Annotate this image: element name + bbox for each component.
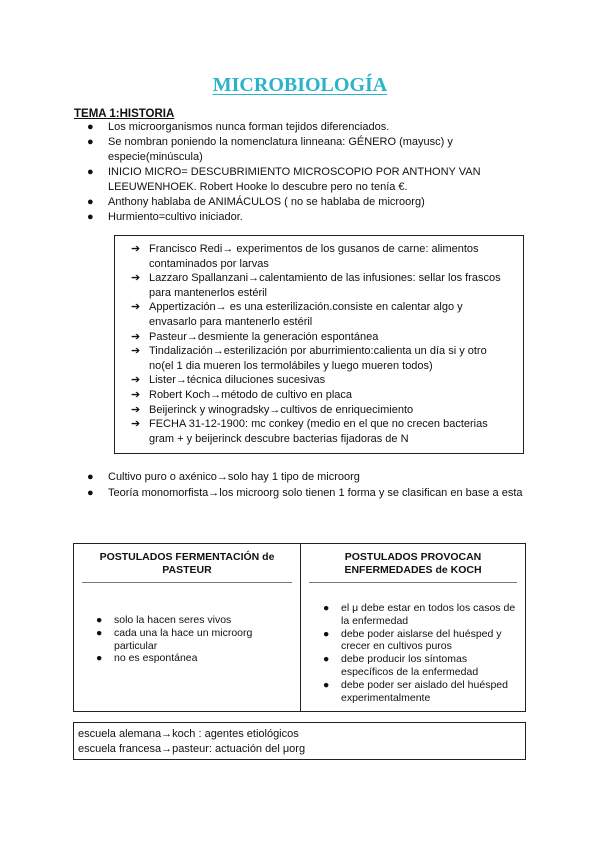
arrow-icon: ➔ [131,330,141,343]
koch-column [301,544,525,711]
list-item-text: solo la hacen seres vivos [114,614,232,626]
list-item-text: Francisco Redi→ experimentos de los gusanos de carne: alimentos contaminados por larvas [149,243,479,270]
list-item [115,242,523,271]
list-item [301,628,521,654]
page-title: MICROBIOLOGÍA [212,74,388,96]
list-item [301,653,521,679]
list-item-text: Hurmiento=cultivo iniciador. [108,211,243,223]
bullet-icon: ● [323,627,330,640]
list-item-text: cada una la hace un microorg particular [114,626,253,652]
divider [309,582,517,583]
arrow-icon: ➔ [131,272,141,285]
list-item [74,627,296,653]
list-item [74,614,296,627]
postulates-table [73,543,526,712]
divider [82,582,292,583]
list-item-text: INICIO MICRO= DESCUBRIMIENTO MICROSCOPIO POR ANTHONY VAN LEEUWENHOEK. Robert Hooke lo descubre pero no tenía €. [108,166,481,193]
arrow-icon: ➔ [131,418,141,431]
list-item-text: debe poder aislarse del huésped y crecer en cultivos puros [341,627,502,653]
list-item-text: Los microorganismos nunca forman tejidos diferenciados. [108,121,390,133]
list-item [115,271,523,300]
list-item-text: Se nombran poniendo la nomenclatura linneana: GÉNERO (mayusc) y especie(minúscula) [108,136,453,163]
history-timeline-box [114,235,524,454]
bullet-icon: ● [323,602,330,614]
arrow-icon: ➔ [131,374,141,387]
list-item-text: debe poder ser aislado del huésped experimentalmente [341,678,508,704]
arrow-icon: ➔ [131,243,141,255]
bullet-icon: ● [87,136,94,148]
list-item [115,417,523,446]
arrow-list [115,236,523,446]
list-item-text: debe producir los síntomas específicos de la enfermedad [341,653,479,678]
list-item-text: Robert Koch→método de cultivo en placa [149,388,353,401]
list-item-text: Teoría monomorfista→los microorg solo tienen 1 forma y se clasifican en base a esta [108,486,523,499]
list-item-text: Tindalización→esterilización por aburrimiento:calienta un día si y otro no(el 1 dia mueren los termolábiles y luego mueren todos) [149,345,487,372]
list-item-text: FECHA 31-12-1900: mc conkey (medio en el que no crecen bacterias gram + y beijerinck descubre bacterias fijadoras de N [149,418,488,445]
list-item-text: Anthony hablaba de ANIMÁCULOS ( no se hablaba de microorg) [108,196,425,208]
list-item-text: Appertización→ es una esterilización.consiste en calentar algo y envasarlo para mantenerlo estéril [149,301,463,328]
list-item [74,652,296,665]
bullet-icon: ● [87,196,94,208]
list-item [115,344,523,373]
list-item [301,602,521,628]
bullet-icon: ● [96,626,103,639]
list-item [74,120,534,135]
list-item [115,388,523,403]
arrow-icon: ➔ [131,388,141,401]
list-item-text: Cultivo puro o axénico→solo hay 1 tipo de microorg [108,471,360,483]
list-item-text: Pasteur→desmiente la generación espontánea [149,330,379,343]
list-item-text: Lister→técnica diluciones sucesivas [149,374,326,387]
list-item [74,135,534,165]
list-item [115,300,523,329]
list-item [301,679,521,705]
bullet-icon: ● [323,653,330,666]
bullet-icon: ● [87,211,94,223]
bullet-icon: ● [96,652,103,665]
schools-box [73,722,526,760]
pasteur-column-title: POSTULADOS FERMENTACIÓN de PASTEUR [99,551,275,576]
arrow-icon: ➔ [131,403,141,416]
list-item [115,330,523,345]
list-item-text: el μ debe estar en todos los casos de la enfermedad [341,602,516,627]
history-bullet-list [74,120,534,225]
list-item [74,165,534,195]
school-line: escuela alemana→koch : agentes etiológicos [78,728,299,740]
list-item [74,210,534,225]
section-heading: TEMA 1:HISTORIA [74,108,175,120]
list-item [74,470,534,486]
bullet-icon: ● [323,678,330,691]
koch-postulates-list [301,602,521,704]
list-item [74,486,534,502]
bullet-icon: ● [87,486,94,499]
arrow-icon: ➔ [131,301,141,314]
list-item [115,403,523,418]
pasteur-postulates-list [74,614,296,665]
culture-bullet-list [74,470,534,501]
list-item-text: no es espontánea [114,652,198,665]
koch-column-title: POSTULADOS PROVOCAN ENFERMEDADES de KOCH [344,551,482,576]
list-item [115,373,523,388]
bullet-icon: ● [87,166,94,178]
list-item [74,195,534,210]
list-item-text: Lazzaro Spallanzani→calentamiento de las infusiones: sellar los frascos para mantenerlos estéril [149,272,501,299]
list-item-text: Beijerinck y winogradsky→cultivos de enriquecimiento [149,403,414,416]
pasteur-column [74,544,301,711]
bullet-icon: ● [96,614,103,626]
bullet-icon: ● [87,121,94,133]
school-line: escuela francesa→pasteur: actuación del μorg [78,742,306,755]
arrow-icon: ➔ [131,345,141,358]
bullet-icon: ● [87,471,94,483]
